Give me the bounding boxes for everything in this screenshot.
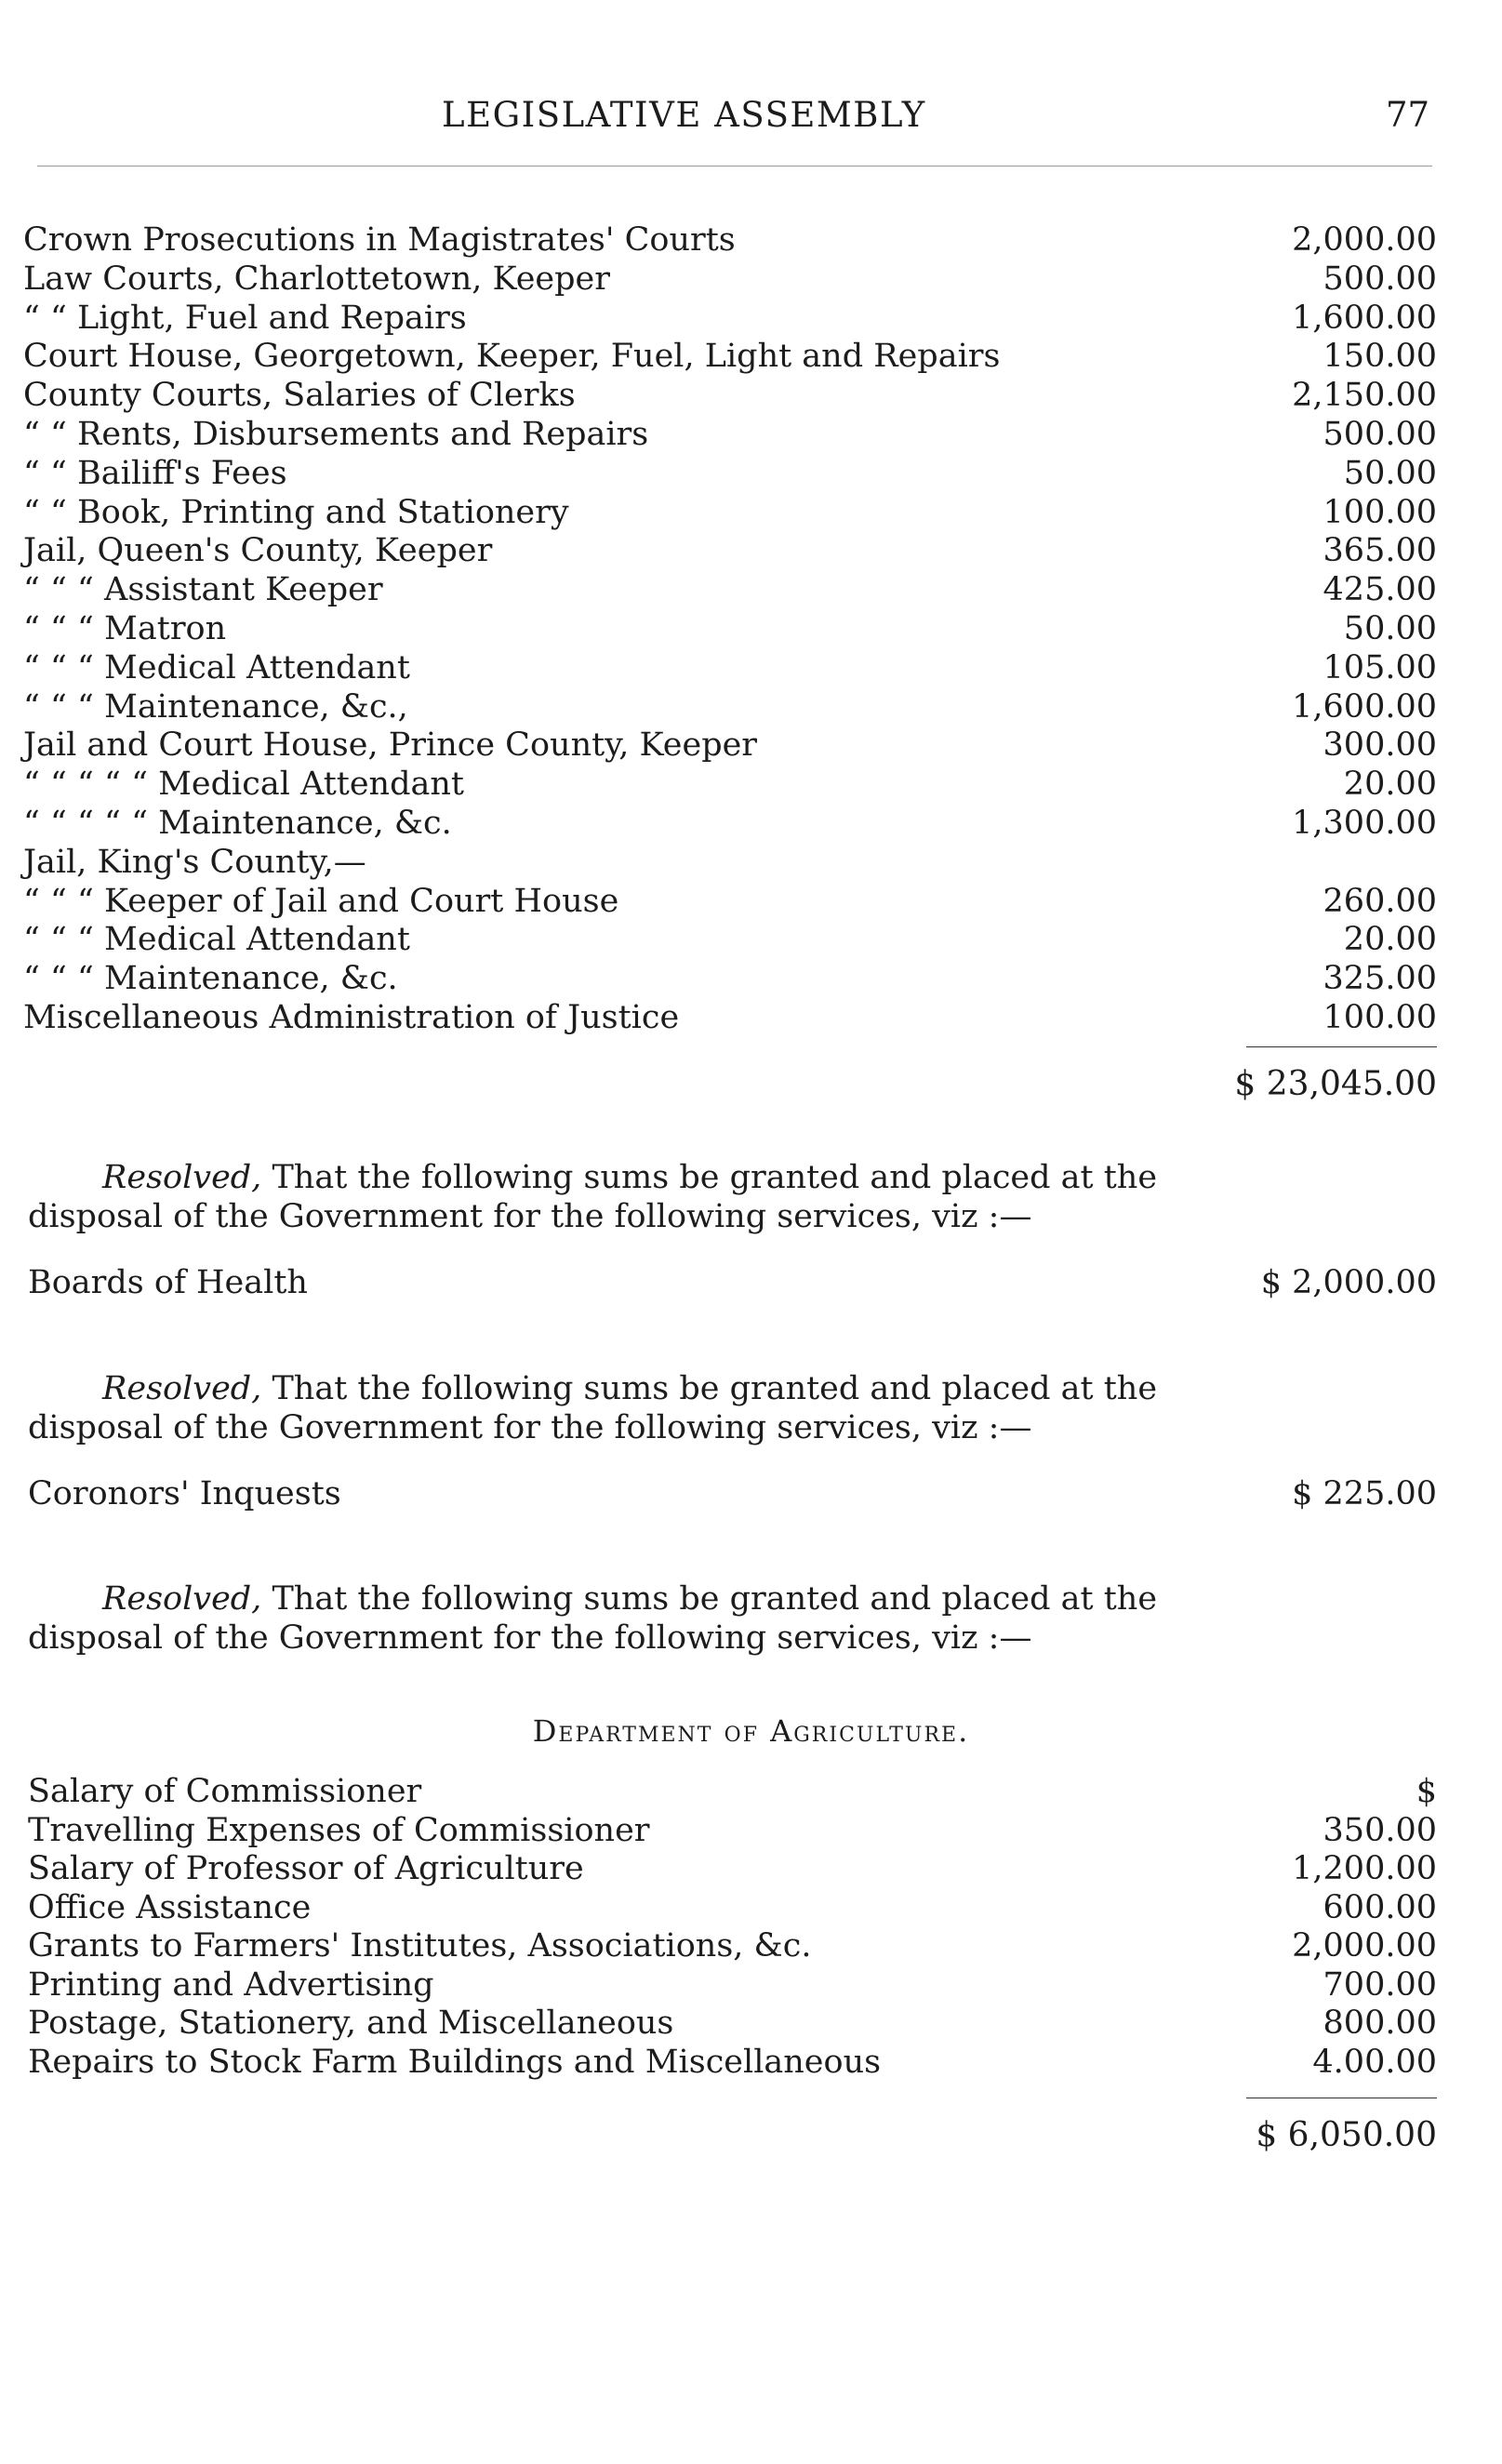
- agriculture-item-label: Repairs to Stock Farm Buildings and Miscellaneous: [28, 2043, 882, 2081]
- agriculture-item-amount: 350.00: [1323, 1811, 1437, 1849]
- resolution-2-line2: disposal of the Government for the following services, viz :—: [28, 1409, 1032, 1446]
- resolution-3-line1: That the following sums be granted and placed at the: [272, 1580, 1158, 1618]
- agriculture-item-row: [0, 2004, 1502, 2043]
- justice-item-label: Jail and Court House, Prince County, Keeper: [23, 726, 758, 765]
- justice-item-row: [0, 687, 1502, 726]
- justice-item-row: [0, 415, 1502, 454]
- justice-item-row: [0, 454, 1502, 493]
- agriculture-item-row: [0, 1811, 1502, 1850]
- justice-item-amount: 500.00: [1323, 416, 1437, 453]
- justice-item-amount: 20.00: [1343, 921, 1437, 959]
- justice-item-row: [0, 376, 1502, 415]
- justice-item-row: [0, 531, 1502, 570]
- justice-item-label: “ “ Light, Fuel and Repairs: [23, 299, 467, 337]
- justice-item-label: “ “ “ Matron: [23, 610, 227, 647]
- justice-item-row: [0, 493, 1502, 532]
- justice-item-row: [0, 220, 1502, 260]
- justice-item-label: “ “ Rents, Disbursements and Repairs: [23, 416, 649, 453]
- agriculture-item-amount: 2,000.00: [1292, 1927, 1437, 1965]
- justice-item-label: County Courts, Salaries of Clerks: [23, 377, 576, 415]
- justice-item-row: [0, 843, 1502, 882]
- page-header: [0, 95, 1502, 151]
- resolved-word: Resolved,: [102, 1370, 262, 1407]
- justice-item-label: Jail, King's County,—: [23, 843, 366, 881]
- agriculture-item-amount: 800.00: [1323, 2004, 1437, 2042]
- agriculture-item-amount: 4.00.00: [1312, 2043, 1437, 2081]
- justice-item-amount: 100.00: [1323, 999, 1437, 1036]
- agriculture-item-amount: 600.00: [1323, 1888, 1437, 1926]
- resolution-2-line1: That the following sums be granted and placed at the: [272, 1370, 1158, 1407]
- justice-item-label: “ “ “ Maintenance, &c.: [23, 960, 398, 998]
- justice-item-label: “ “ “ “ “ Maintenance, &c.: [23, 805, 452, 842]
- justice-item-amount: 100.00: [1323, 493, 1437, 531]
- justice-item-amount: 105.00: [1323, 648, 1437, 686]
- justice-item-row: [0, 726, 1502, 765]
- justice-item-row: [0, 648, 1502, 687]
- resolution-1-line2: disposal of the Government for the following services, viz :—: [28, 1198, 1032, 1235]
- justice-item-amount: 2,000.00: [1292, 221, 1437, 259]
- justice-item-amount: 2,150.00: [1292, 377, 1437, 415]
- justice-item-row: [0, 765, 1502, 804]
- page-title: LEGISLATIVE ASSEMBLY: [442, 95, 926, 135]
- justice-item-label: “ “ “ Keeper of Jail and Court House: [23, 882, 619, 920]
- coroners-label: Coronors' Inquests: [28, 1475, 341, 1512]
- justice-item-label: “ “ “ “ “ Medical Attendant: [23, 766, 464, 804]
- justice-item-amount: 1,600.00: [1292, 687, 1437, 726]
- agriculture-item-row: [0, 1965, 1502, 2004]
- justice-item-label: “ “ “ Medical Attendant: [23, 648, 410, 686]
- justice-item-row: [0, 570, 1502, 609]
- justice-item-amount: 500.00: [1323, 260, 1437, 298]
- justice-item-label: “ “ “ Medical Attendant: [23, 921, 410, 959]
- health-amount: $ 2,000.00: [1260, 1264, 1437, 1301]
- agriculture-item-row: [0, 1772, 1502, 1811]
- justice-item-label: “ “ “ Assistant Keeper: [23, 571, 383, 609]
- agriculture-item-label: Postage, Stationery, and Miscellaneous: [28, 2004, 674, 2042]
- agriculture-item-label: Printing and Advertising: [28, 1965, 434, 2004]
- justice-item-label: Law Courts, Charlottetown, Keeper: [23, 260, 610, 298]
- agriculture-item-row: [0, 1888, 1502, 1927]
- resolved-word: Resolved,: [102, 1580, 262, 1618]
- page-number: 77: [1386, 95, 1430, 135]
- agriculture-item-label: Salary of Professor of Agriculture: [28, 1850, 584, 1887]
- justice-item-row: [0, 337, 1502, 376]
- justice-item-amount: 50.00: [1343, 454, 1437, 492]
- justice-total: $ 23,045.00: [1234, 1065, 1437, 1103]
- justice-item-amount: 325.00: [1323, 960, 1437, 998]
- resolution-1: [28, 1158, 1246, 1236]
- agriculture-item-amount: 700.00: [1323, 1965, 1437, 2004]
- justice-item-row: [0, 299, 1502, 338]
- justice-item-amount: 50.00: [1343, 610, 1437, 647]
- justice-item-label: Crown Prosecutions in Magistrates' Courts: [23, 221, 736, 259]
- agriculture-item-row: [0, 1926, 1502, 1965]
- justice-item-amount: 20.00: [1343, 766, 1437, 804]
- coroners-amount: $ 225.00: [1292, 1475, 1437, 1512]
- justice-total-rule: [1246, 1046, 1437, 1047]
- agriculture-item-label: Salary of Commissioner: [28, 1773, 422, 1810]
- resolution-3: [28, 1579, 1246, 1658]
- justice-item-label: “ “ Book, Printing and Stationery: [23, 493, 569, 531]
- agriculture-item-label: Travelling Expenses of Commissioner: [28, 1811, 650, 1849]
- resolution-3-line2: disposal of the Government for the following services, viz :—: [28, 1619, 1032, 1657]
- justice-item-label: “ “ Bailiff's Fees: [23, 454, 287, 492]
- health-label: Boards of Health: [28, 1264, 308, 1301]
- agriculture-item-row: [0, 1849, 1502, 1888]
- health-row: [28, 1263, 1437, 1302]
- justice-item-row: [0, 920, 1502, 959]
- resolved-word: Resolved,: [102, 1159, 262, 1196]
- justice-item-label: “ “ “ Maintenance, &c.,: [23, 687, 408, 726]
- justice-item-amount: 150.00: [1323, 338, 1437, 376]
- justice-item-amount: 260.00: [1323, 882, 1437, 920]
- department-heading: Department of Agriculture.: [532, 1713, 970, 1749]
- justice-item-amount: 1,600.00: [1292, 299, 1437, 337]
- agriculture-item-amount: $: [1416, 1773, 1437, 1810]
- justice-item-amount: 425.00: [1323, 571, 1437, 609]
- justice-item-row: [0, 260, 1502, 299]
- resolution-2: [28, 1369, 1246, 1447]
- coroners-row: [28, 1474, 1437, 1513]
- agriculture-item-amount: 1,200.00: [1292, 1850, 1437, 1887]
- agriculture-item-label: Grants to Farmers' Institutes, Associations, &c.: [28, 1927, 812, 1965]
- justice-item-amount: 300.00: [1323, 726, 1437, 765]
- resolution-1-line1: That the following sums be granted and placed at the: [272, 1159, 1158, 1196]
- agriculture-item-label: Office Assistance: [28, 1888, 312, 1926]
- justice-item-row: [0, 882, 1502, 921]
- justice-item-label: Miscellaneous Administration of Justice: [23, 999, 680, 1036]
- justice-item-label: Jail, Queen's County, Keeper: [23, 532, 493, 570]
- justice-item-label: Court House, Georgetown, Keeper, Fuel, Light and Repairs: [23, 338, 1001, 376]
- agriculture-total: $ 6,050.00: [1256, 2116, 1437, 2154]
- justice-item-row: [0, 804, 1502, 843]
- justice-item-row: [0, 998, 1502, 1037]
- justice-item-row: [0, 609, 1502, 648]
- justice-item-amount: 365.00: [1323, 532, 1437, 570]
- justice-item-amount: 1,300.00: [1292, 805, 1437, 842]
- justice-item-row: [0, 959, 1502, 998]
- agriculture-item-row: [0, 2043, 1502, 2082]
